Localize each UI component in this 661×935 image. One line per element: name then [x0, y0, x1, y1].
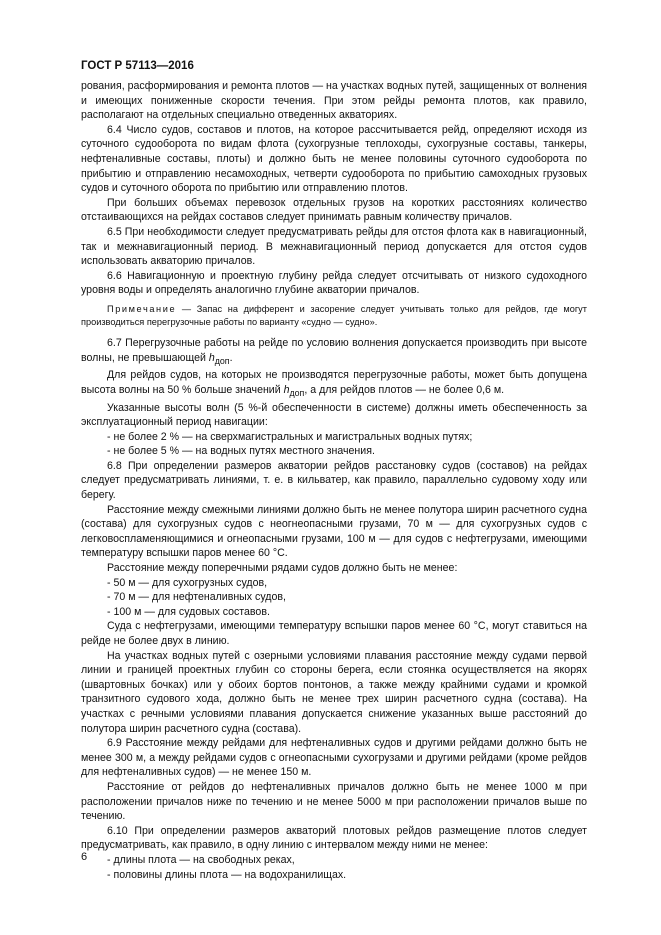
paragraph	[81, 368, 587, 400]
variable-subscript: доп	[289, 387, 305, 398]
variable-subscript: доп	[214, 355, 230, 366]
paragraph: рования, расформирования и ремонта плотов — на участках водных путей, защищенных от волнения и имеющих пониженные скорости течения. При этом рейды ремонта плотов, как правило, располагают на отдельных специально отведенных акваториях.	[81, 80, 587, 122]
paragraph: 6.6 Навигационную и проектную глубину рейда следует отсчитывать от низкого судоходного уровня воды и определять аналогично глубине акватории причалов.	[81, 269, 587, 297]
paragraph: Расстояние между смежными линиями должно быть не менее полутора ширин расчетного судна (состава) для сухогрузных судов с неогнеопасными грузами, 70 м — для сухогрузных судов с легковоспламеняющимися и огнеопасными грузами, 100 м — для судов с нефтегрузами, имеющими температуру вспышки паров менее 60 °С.	[81, 503, 587, 560]
list-item: - не более 2 % — на сверхмагистральных и магистральных водных путях;	[107, 430, 473, 443]
paragraph: На участках водных путей с озерными условиями плавания расстояние между судами первой линии и границей проектных глубин со стороны берега, если стоянка осуществляется на якорях (швартовных бочках) или у обоих бортов понтонов, а также между крайними судами и кромкой транзитного судового хода, должно быть не менее трех ширин расчетного судна (состава). На участках с речными условиями плавания допускается снижение указанных выше расстояний до полутора ширин расчетного судна (состава).	[81, 649, 587, 735]
paragraph	[81, 336, 587, 368]
paragraph-text: , а для рейдов плотов — не более 0,6 м.	[304, 383, 505, 396]
variable-h: h	[208, 351, 215, 364]
paragraph-text: Для рейдов судов, на которых не производятся перегрузочные работы, может быть допущена высота волны на 50 % больше значений	[81, 369, 587, 396]
paragraph: Суда с нефтегрузами, имеющими температуру вспышки паров менее 60 °С, могут ставиться на рейде не более двух в линию.	[81, 620, 587, 647]
paragraph: 6.9 Расстояние между рейдами для нефтеналивных судов и другими рейдами должно быть не менее 300 м, а между рейдами судов с огнеопасными сухогрузами и другими рейдами (кроме рейдов для нефтеналивных судов) — не менее 150 м.	[81, 737, 587, 779]
page-number: 6	[81, 851, 88, 863]
list-item: - 50 м — для сухогрузных судов,	[107, 576, 268, 589]
note-label: Примечание	[107, 303, 177, 314]
paragraph: Расстояние между поперечными рядами судов должно быть не менее:	[107, 562, 458, 575]
paragraph: При больших объемах перевозок отдельных грузов на коротких расстояниях количество отстаивающихся на рейдах составов следует принимать равным количеству причалов.	[81, 196, 587, 224]
document-header: ГОСТ Р 57113—2016	[81, 60, 194, 72]
paragraph: 6.5 При необходимости следует предусматривать рейды для отстоя флота как в навигационный, так и межнавигационный период. В межнавигационный период допускается для отстоя судов использовать акваторию причалов.	[81, 225, 587, 268]
document-body	[81, 79, 587, 882]
paragraph: Указанные высоты волн (5 %-й обеспеченности в системе) должны иметь обеспеченность за эксплуатационный период навигации:	[81, 401, 587, 429]
paragraph: 6.10 При определении размеров акваторий плотовых рейдов размещение плотов следует предусматривать, как правило, в одну линию с интервалом между ними не менее:	[81, 824, 587, 852]
paragraph-text: .	[229, 351, 233, 364]
note	[81, 303, 587, 329]
paragraph: 6.8 При определении размеров акватории рейдов расстановку судов (составов) на рейдах следует предусматривать линиями, т. е. в кильватер, как правило, параллельно судовому ходу или берегу.	[81, 459, 587, 502]
paragraph: 6.4 Число судов, составов и плотов, на которое рассчитывается рейд, определяют исходя из суточного судооборота по видам флота (сухогрузные теплоходы, сухогрузные составы, танкеры, нефтеналивные составы, плоты) и должно быть не менее половины суточного судооборота по прибытию и отправлению несамоходных, четверти судооборота по прибытию самоходных грузовых судов и суточного оборота по прибытию или отправлению плотов.	[81, 123, 587, 195]
variable-h: h	[283, 383, 290, 396]
list-item: - 100 м — для судовых составов.	[107, 605, 270, 618]
note-text: — Запас на дифферент и засорение следует учитывать только для рейдов, где могут производиться перегрузочные работы по варианту «судно — судно».	[81, 303, 587, 327]
paragraph: Расстояние от рейдов до нефтеналивных причалов должно быть не менее 1000 м при расположении причалов ниже по течению и не менее 5000 м при расположении причалов выше по течению.	[81, 780, 587, 823]
paragraph-text: 6.7 Перегрузочные работы на рейде по условию волнения допускается производить при высоте волны, не превышающей	[81, 336, 587, 364]
list-item: - 70 м — для нефтеналивных судов,	[107, 591, 286, 604]
list-item: - не более 5 % — на водных путях местного значения.	[107, 445, 375, 458]
list-item: - половины длины плота — на водохранилищах.	[107, 868, 347, 881]
list-item: - длины плота — на свободных реках,	[107, 853, 295, 866]
